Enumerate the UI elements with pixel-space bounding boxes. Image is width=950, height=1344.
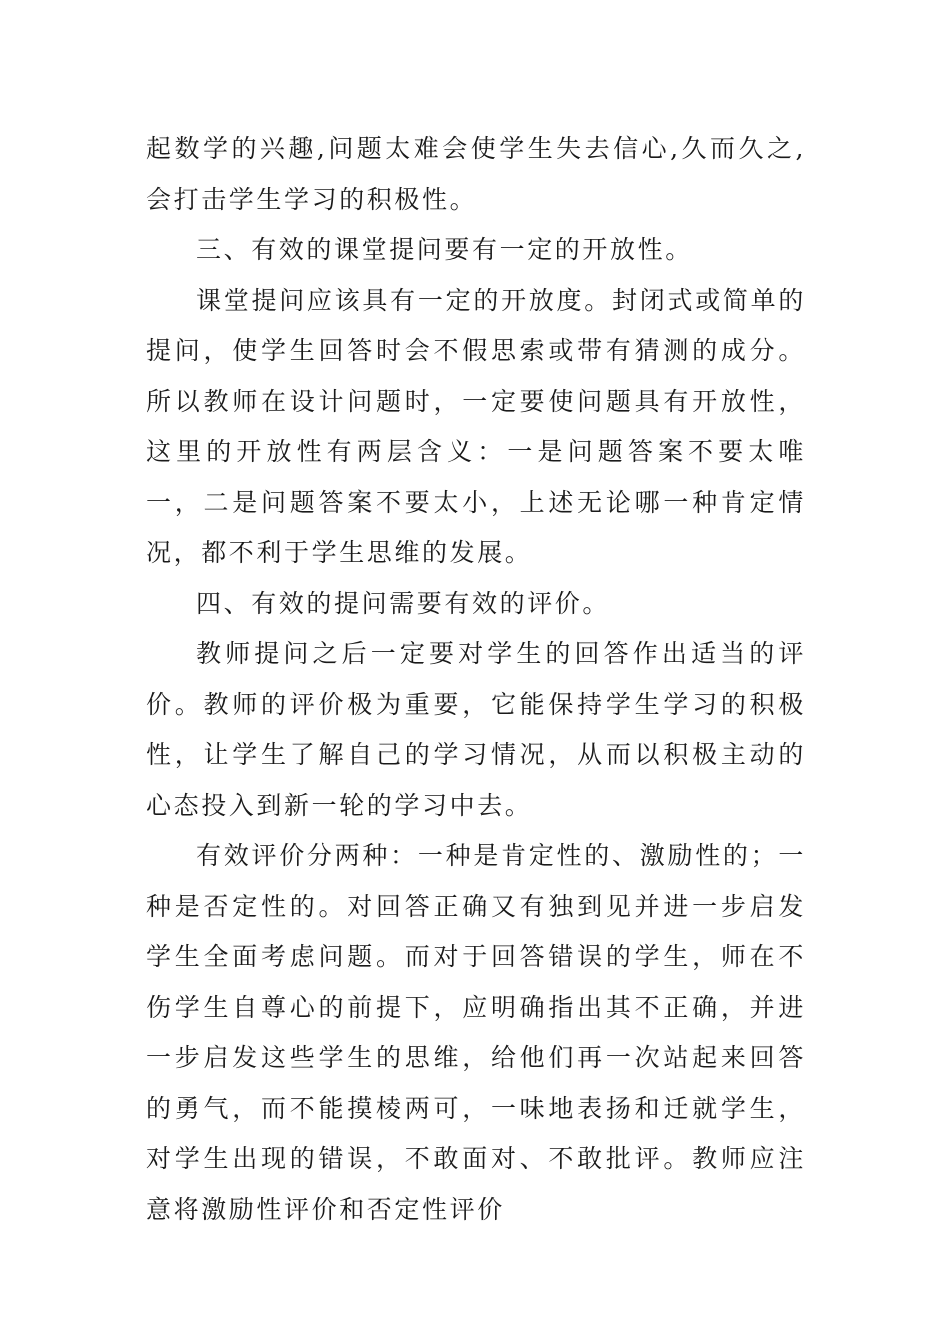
document-body [146,124,806,1235]
section-heading-4: 四、有效的提问需要有效的评价。 [196,588,611,618]
paragraph-evaluation: 教师提问之后一定要对学生的回答作出适当的评价。教师的评价极为重要，它能保持学生学习的积极性，让学生了解自己的学习情况，从而以积极主动的心态投入到新一轮的学习中去。 [146,639,806,820]
section-heading-3: 三、有效的课堂提问要有一定的开放性。 [196,235,693,264]
paragraph-openness: 课堂提问应该具有一定的开放度。封闭式或简单的提问，使学生回答时会不假思索或带有猜测的成分。所以教师在设计问题时，一定要使问题具有开放性，这里的开放性有两层含义：一是问题答案不要太唯一，二是问题答案不要太小，上述无论哪一种肯定情况，都不利于学生思维的发展。 [146,285,806,567]
paragraph-continuation: 起数学的兴趣,问题太难会使学生失去信心,久而久之,会打击学生学习的积极性。 [146,134,806,214]
paragraph-evaluation-types: 有效评价分两种：一种是肯定性的、激励性的；一种是否定性的。对回答正确又有独到见并进一步启发学生全面考虑问题。而对于回答错误的学生，师在不伤学生自尊心的前提下，应明确指出其不正确，并进一步启发这些学生的思维，给他们再一次站起来回答的勇气，而不能摸棱两可，一味地表扬和迁就学生，对学生出现的错误，不敢面对、不敢批评。教师应注意将激励性评价和否定性评价 [146,841,806,1224]
